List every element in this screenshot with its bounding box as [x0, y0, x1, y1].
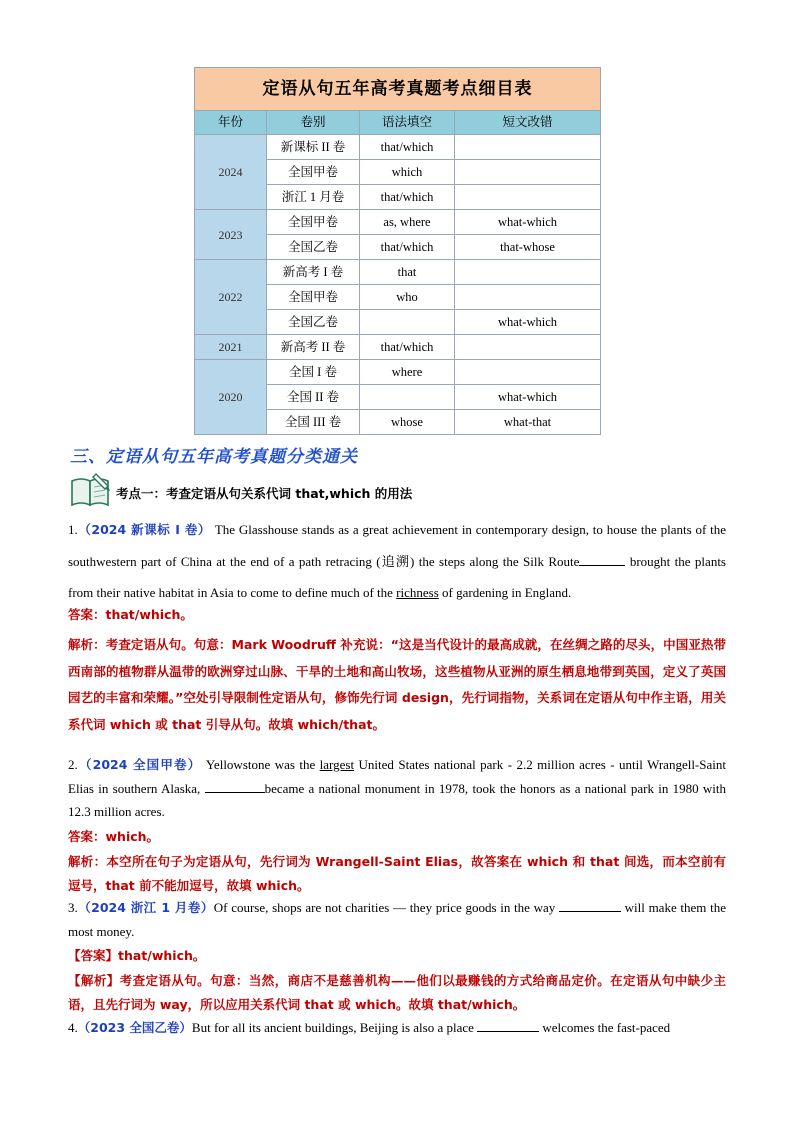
- q2-text-3: became a national monument in 1978, took the honors as a national park in 1980 with 12.3 million acres.: [68, 780, 726, 819]
- paper-cell: 全国甲卷: [267, 210, 360, 235]
- correction-cell: [455, 135, 601, 160]
- year-cell: 2022: [195, 260, 267, 335]
- grammar-cell: that: [360, 260, 455, 285]
- table-row: [195, 260, 601, 285]
- kaodian-label: 考点一：考查定语从句关系代词 that,which 的用法: [116, 486, 413, 501]
- grammar-cell: that/which: [360, 335, 455, 360]
- q4-number: 4.: [68, 1020, 78, 1035]
- q1-text-2: brought the plants from their native habitat in Asia to come to define much of the: [68, 553, 726, 600]
- question-2: [68, 753, 726, 824]
- paper-cell: 全国乙卷: [267, 235, 360, 260]
- q2-number: 2.: [68, 757, 78, 772]
- q3-number: 3.: [68, 900, 78, 915]
- q3-answer: 【答案】that/which。: [68, 948, 206, 963]
- q1-number: 1.: [68, 522, 78, 537]
- q3-analysis: 【解析】考查定语从句。句意：当然，商店不是慈善机构——他们以最赚钱的方式给商品定价。在定语从句中缺少主语，且先行词为 way，所以应用关系代词 that 或 which。故填 that/which。: [68, 973, 726, 1012]
- paper-cell: 全国 III 卷: [267, 410, 360, 435]
- grammar-cell: that/which: [360, 185, 455, 210]
- paper-cell: 全国乙卷: [267, 310, 360, 335]
- grammar-cell: as, where: [360, 210, 455, 235]
- header-paper: 卷别: [267, 111, 360, 135]
- correction-cell: [455, 360, 601, 385]
- q3-source: （2024 浙江 1 月卷）: [77, 900, 214, 915]
- q1-answer: 答案：that/which。: [68, 607, 193, 622]
- q2-source: （2024 全国甲卷）: [77, 757, 202, 772]
- book-pen-icon: [70, 472, 112, 508]
- q4-text-2: welcomes the fast-paced: [539, 1020, 671, 1035]
- q1-source: （2024 新课标 I 卷）: [77, 522, 212, 537]
- table-row: [195, 135, 601, 160]
- correction-cell: [455, 260, 601, 285]
- year-cell: 2021: [195, 335, 267, 360]
- q4-text-1: But for all its ancient buildings, Beijing is also a place: [191, 1020, 478, 1035]
- q1-text-3: of gardening in England.: [438, 585, 572, 600]
- section-heading: 三、定语从句五年高考真题分类通关: [70, 447, 358, 467]
- exam-points-table-wrapper: [194, 67, 600, 435]
- header-error-correction: 短文改错: [455, 111, 601, 135]
- correction-cell: what-which: [455, 385, 601, 410]
- paper-cell: 全国甲卷: [267, 160, 360, 185]
- question-1: [68, 514, 726, 609]
- correction-cell: [455, 185, 601, 210]
- table-row: [195, 360, 601, 385]
- year-cell: 2024: [195, 135, 267, 210]
- question-3: [68, 896, 726, 943]
- grammar-cell: where: [360, 360, 455, 385]
- q4-blank: [477, 1019, 539, 1032]
- paper-cell: 新高考 I 卷: [267, 260, 360, 285]
- paper-cell: 全国 II 卷: [267, 385, 360, 410]
- table-title: 定语从句五年高考真题考点细目表: [195, 68, 601, 111]
- q1-underlined-word: richness: [396, 585, 439, 600]
- q2-blank: [205, 780, 265, 793]
- correction-cell: that-whose: [455, 235, 601, 260]
- correction-cell: what-which: [455, 210, 601, 235]
- q2-answer: 答案：which。: [68, 829, 160, 844]
- q1-text-1: The Glasshouse stands as a great achievement in contemporary design, to house the plants of the southwestern part of China at the end of a path retracing (追溯) the steps along the Silk Route: [68, 522, 727, 569]
- kaodian-header: [70, 472, 412, 508]
- paper-cell: 全国 I 卷: [267, 360, 360, 385]
- paper-cell: 浙江 1 月卷: [267, 185, 360, 210]
- q1-blank: [579, 553, 625, 566]
- q3-blank: [559, 899, 621, 912]
- q3-text-1: Of course, shops are not charities — they price goods in the way: [213, 900, 559, 915]
- q1-analysis: 解析：考查定语从句。句意：Mark Woodruff 补充说：“这是当代设计的最高成就，在丝绸之路的尽头，中国亚热带西南部的植物群从温带的欧洲穿过山脉、干旱的土地和高山牧场，这些植物从亚洲的原生栖息地带到英国，定义了英国园艺的丰富和荣耀。”空处引导限制性定语从句，修饰先行词 design，先行词指物，关系词在定语从句中作主语，用关系代词 which 或 that 引导从句。故填 which/that。: [68, 637, 726, 732]
- paper-cell: 全国甲卷: [267, 285, 360, 310]
- q2-text-2: United States national park - 2.2 million acres - until Wrangell-Saint Elias in southern Alaska,: [68, 757, 726, 796]
- header-grammar-fill: 语法填空: [360, 111, 455, 135]
- grammar-cell: which: [360, 160, 455, 185]
- q2-underlined-word: largest: [319, 757, 355, 772]
- paper-cell: 新高考 II 卷: [267, 335, 360, 360]
- q2-text-1: Yellowstone was the: [201, 757, 320, 772]
- header-year: 年份: [195, 111, 267, 135]
- correction-cell: what-that: [455, 410, 601, 435]
- grammar-cell: [360, 385, 455, 410]
- grammar-cell: [360, 310, 455, 335]
- year-cell: 2020: [195, 360, 267, 435]
- grammar-cell: that/which: [360, 135, 455, 160]
- table-row: [195, 210, 601, 235]
- correction-cell: [455, 285, 601, 310]
- grammar-cell: that/which: [360, 235, 455, 260]
- grammar-cell: whose: [360, 410, 455, 435]
- year-cell: 2023: [195, 210, 267, 260]
- q3-text-2: will make them the most money.: [68, 900, 726, 939]
- correction-cell: [455, 160, 601, 185]
- grammar-cell: who: [360, 285, 455, 310]
- exam-points-table: [194, 67, 601, 435]
- q4-source: （2023 全国乙卷）: [77, 1020, 192, 1035]
- correction-cell: what-which: [455, 310, 601, 335]
- table-row: [195, 335, 601, 360]
- paper-cell: 新课标 II 卷: [267, 135, 360, 160]
- q2-analysis: 解析：本空所在句子为定语从句，先行词为 Wrangell-Saint Elias，故答案在 which 和 that 间选，而本空前有逗号，that 前不能加逗号，故填 which。: [68, 854, 726, 893]
- question-4: [68, 1016, 726, 1040]
- correction-cell: [455, 335, 601, 360]
